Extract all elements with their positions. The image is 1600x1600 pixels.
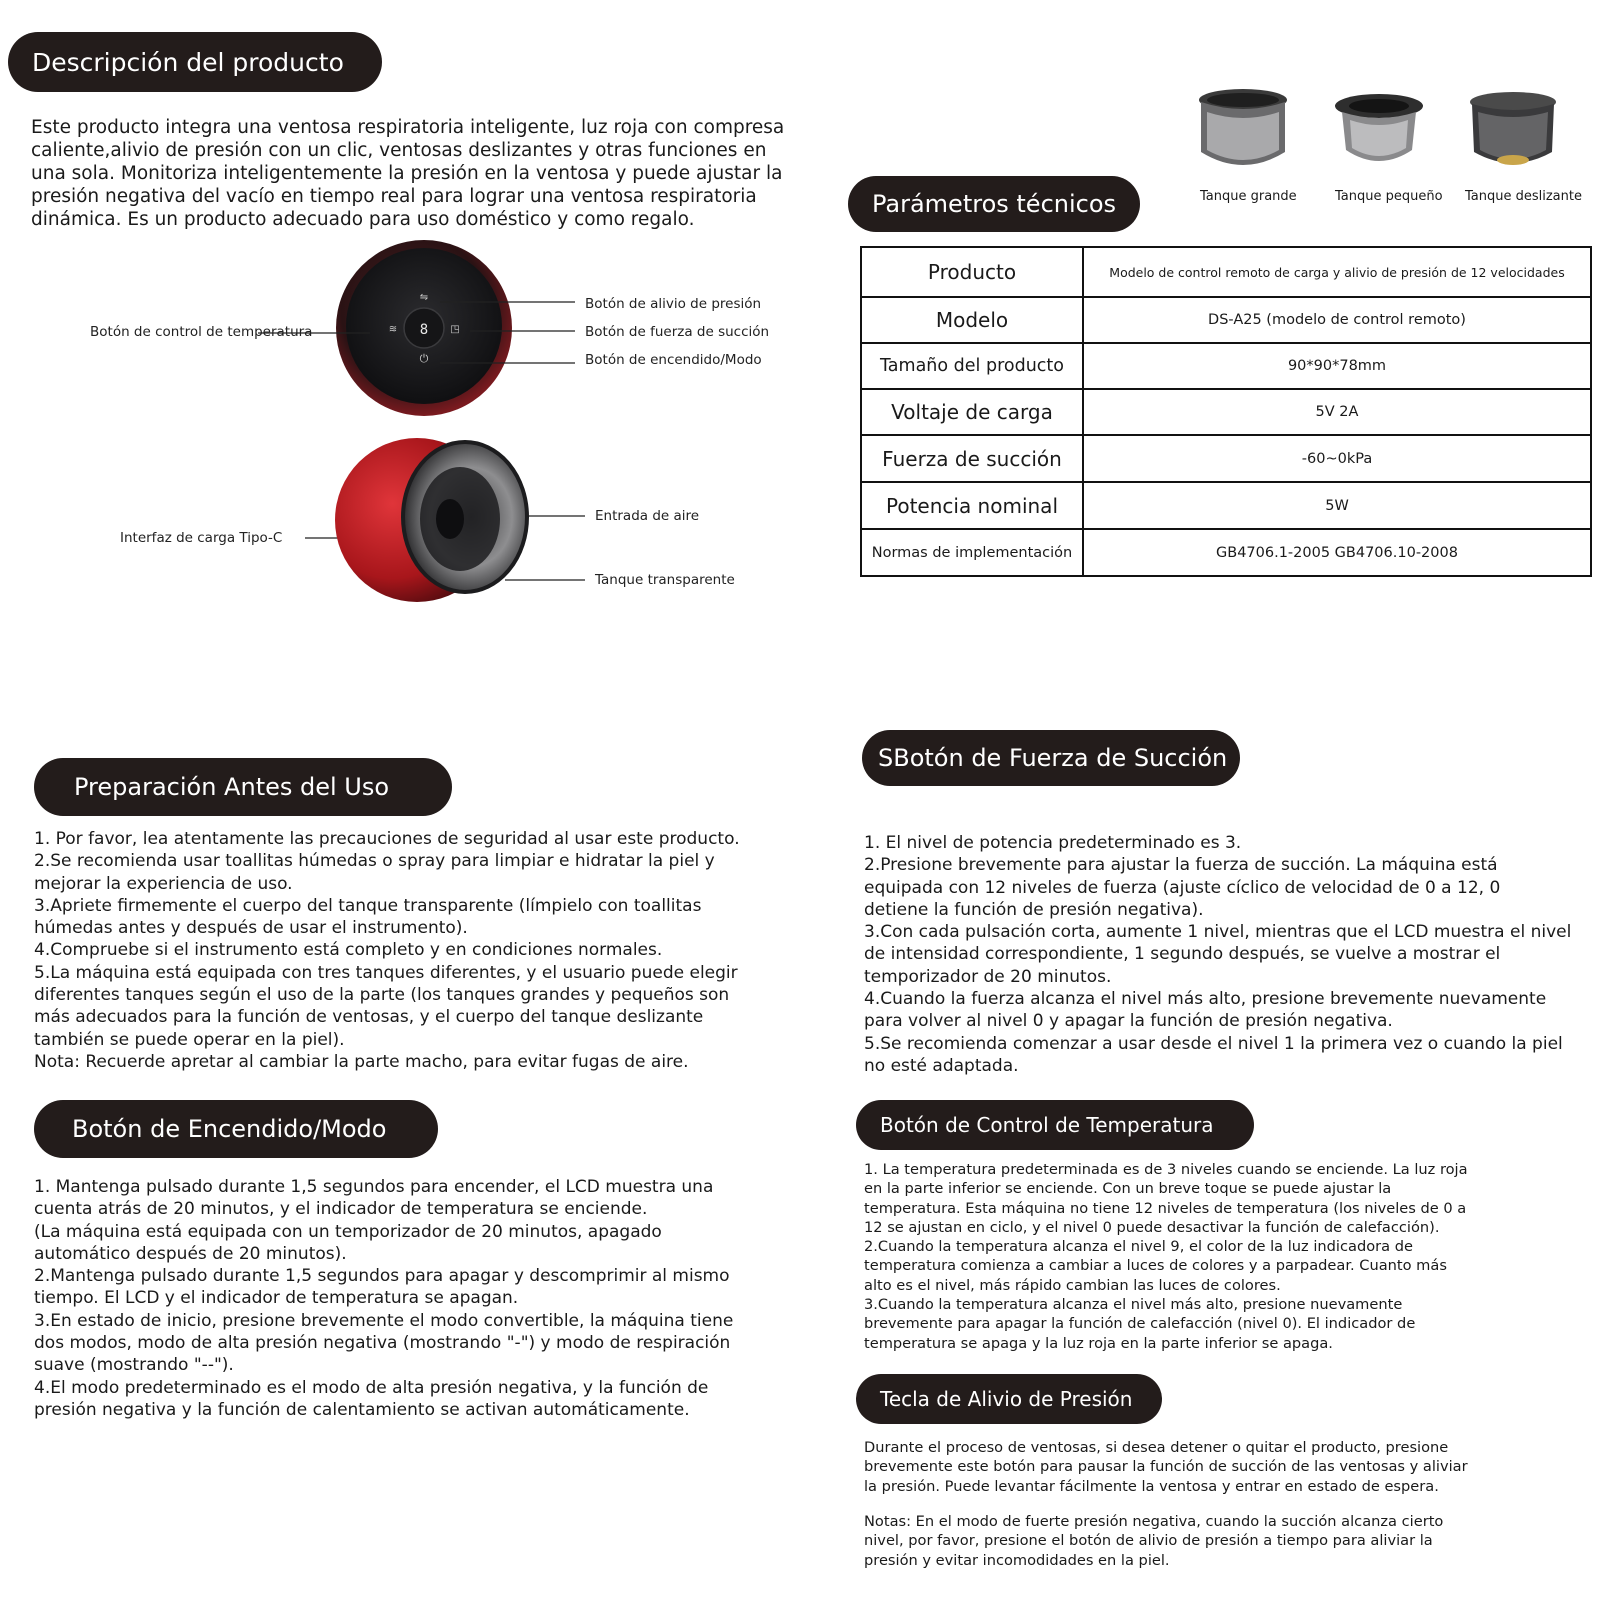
tank-large-label: Tanque grande — [1200, 189, 1297, 204]
tank-slide-image — [1468, 90, 1558, 176]
param-key: Producto — [861, 247, 1083, 297]
power-mode-text: 1. Mantenga pulsado durante 1,5 segundos para encender, el LCD muestra una cuenta atrás de 20 minutos, y el indicador de temperatura se enciende. (La máquina está equipada con un temporizador de 20 minutos, apagado automático después de 20 minutos). 2.Mantenga pulsado durante 1,5 segundos para apagar y descomprimir al mismo tiempo. El LCD y el indicador de temperatura se apagan. 3.En estado de inicio, presione brevemente el modo convertible, la máquina tiene dos modos, modo de alta presión negativa (mostrando "-") y modo de respiración suave (mostrando "--"). 4.El modo predeterminado es el modo de alta presión negativa, y la función de presión negativa y la función de calentamiento se activan automáticamente. — [34, 1177, 734, 1420]
device-top-illustration — [330, 240, 530, 430]
table-row — [861, 343, 1591, 389]
preparation-text: 1. Por favor, lea atentamente las precauciones de seguridad al usar este producto. 2.Se recomienda usar toallitas húmedas o spray para limpiar e hidratar la piel y mejorar la experiencia de uso. 3.Apriete firmemente el cuerpo del tanque transparente (límpielo con toallitas húmedas antes y después de usar el instrumento). 4.Compruebe si el instrumento está completo y en condiciones normales. 5.La máquina está equipada con tres tanques diferentes, y el usuario puede elegir diferentes tanques según el uso de la parte (los tanques grandes y pequeños son más adecuados para la función de ventosas, y el cuerpo del tanque deslizante también se puede operar en la piel). Nota: Recuerde apretar al cambiar la parte macho, para evitar fugas de aire. — [34, 829, 740, 1072]
heading-text: Descripción del producto — [32, 47, 344, 77]
table-row — [861, 435, 1591, 482]
param-key: Voltaje de carga — [861, 389, 1083, 435]
tech-params-table — [860, 246, 1592, 577]
param-value: Modelo de control remoto de carga y alivio de presión de 12 velocidades — [1083, 247, 1591, 297]
suction-text: 1. El nivel de potencia predeterminado es 3. 2.Presione brevemente para ajustar la fuerza de succión. La máquina está equipada con 12 niveles de fuerza (ajuste cíclico de velocidad de 0 a 12, 0 detiene la función de presión negativa). 3.Con cada pulsación corta, aumente 1 nivel, mientras que el LCD muestra el nivel de intensidad correspondiente, 1 segundo después, se vuelve a mostrar el temporizador de 20 minutos. 4.Cuando la fuerza alcanza el nivel más alto, presione brevemente nuevamente para volver al nivel 0 y apagar la función de presión negativa. 5.Se recomienda comenzar a usar desde el nivel 1 la primera vez o cuando la piel no esté adaptada. — [864, 833, 1572, 1076]
air-inlet — [436, 499, 464, 539]
heading-text: Botón de Control de Temperatura — [880, 1113, 1214, 1137]
param-value: 5V 2A — [1083, 389, 1591, 435]
power-icon: ⏻ — [419, 353, 429, 365]
suction-icon: ◳ — [450, 324, 460, 335]
heading-text: Parámetros técnicos — [872, 190, 1117, 218]
section-heading-product-description — [8, 32, 382, 92]
heading-text: SBotón de Fuerza de Succión — [878, 744, 1228, 772]
table-row — [861, 482, 1591, 529]
section-heading-relief — [856, 1374, 1162, 1424]
relief-icon: ⇋ — [419, 292, 429, 303]
param-key: Modelo — [861, 297, 1083, 343]
table-row — [861, 529, 1591, 576]
relief-notes-text: Notas: En el modo de fuerte presión negativa, cuando la succión alcanza cierto nivel, por favor, presione el botón de alivio de presión a tiempo para aliviar la presión y evitar incomodidades en la piel. — [864, 1513, 1444, 1569]
tank-small-image — [1332, 92, 1426, 172]
table-row — [861, 389, 1591, 435]
param-key: Tamaño del producto — [861, 343, 1083, 389]
param-value: DS-A25 (modelo de control remoto) — [1083, 297, 1591, 343]
table-row — [861, 297, 1591, 343]
table-row — [861, 247, 1591, 297]
display-digit: 8 — [419, 322, 429, 338]
callout-power-mode: Botón de encendido/Modo — [585, 352, 762, 368]
heat-icon: ≋ — [388, 324, 398, 335]
param-key: Fuerza de succión — [861, 435, 1083, 482]
tank-large-image — [1195, 86, 1291, 178]
section-heading-suction — [862, 730, 1240, 786]
section-heading-power-mode — [34, 1100, 438, 1158]
callout-transparent-tank: Tanque transparente — [595, 572, 735, 588]
heading-text: Preparación Antes del Uso — [74, 773, 390, 801]
param-value: GB4706.1-2005 GB4706.10-2008 — [1083, 529, 1591, 576]
section-heading-preparation — [34, 758, 452, 816]
heading-text: Tecla de Alivio de Presión — [880, 1387, 1133, 1411]
product-description-text: Este producto integra una ventosa respiratoria inteligente, luz roja con compresa caliente,alivio de presión con un clic, ventosas deslizantes y otras funciones en una sola. Monitoriza inteligentemente la presión en la ventosa y puede ajustar la presión negativa del vacío en tiempo real para lograr una ventosa respiratoria dinámica. Es un producto adecuado para uso doméstico y como regalo. — [31, 117, 785, 230]
section-heading-tech-params — [848, 176, 1140, 232]
callout-temp-control: Botón de control de temperatura — [90, 324, 313, 340]
heading-text: Botón de Encendido/Modo — [72, 1115, 387, 1143]
temperature-text: 1. La temperatura predeterminada es de 3 niveles cuando se enciende. La luz roja en la parte inferior se enciende. Con un breve toque se puede ajustar la temperatura. Esta máquina no tiene 12 niveles de temperatura (los niveles de 0 a 12 se ajustan en ciclo, y el nivel 0 puede desactivar la función de calefacción). 2.Cuando la temperatura alcanza el nivel 9, el color de la luz indicadora de temperatura comienza a cambiar a luces de colores y a parpadear. Cuanto más alto es el nivel, más rápido cambian las luces de colores. 3.Cuando la temperatura alcanza el nivel más alto, presione nuevamente brevemente para apagar la función de calefacción (nivel 0). El indicador de temperatura se apaga y la luz roja en la parte inferior se apaga. — [864, 1161, 1468, 1352]
relief-text: Durante el proceso de ventosas, si desea detener o quitar el producto, presione brevemente este botón para pausar la función de succión de las ventosas y aliviar la presión. Puede levantar fácilmente la ventosa y entrar en estado de espera. — [864, 1439, 1468, 1495]
tank-slide-label: Tanque deslizante — [1465, 189, 1582, 204]
param-key: Potencia nominal — [861, 482, 1083, 529]
callout-suction-force: Botón de fuerza de succión — [585, 324, 770, 340]
param-value: 5W — [1083, 482, 1591, 529]
param-value: 90*90*78mm — [1083, 343, 1591, 389]
device-side-illustration — [335, 435, 545, 605]
section-heading-temperature — [856, 1100, 1254, 1150]
param-key: Normas de implementación — [861, 529, 1083, 576]
param-value: -60~0kPa — [1083, 435, 1591, 482]
tank-small-label: Tanque pequeño — [1335, 189, 1443, 204]
callout-air-inlet: Entrada de aire — [595, 508, 700, 524]
callout-type-c: Interfaz de carga Tipo-C — [120, 530, 283, 546]
callout-pressure-relief: Botón de alivio de presión — [585, 296, 762, 312]
